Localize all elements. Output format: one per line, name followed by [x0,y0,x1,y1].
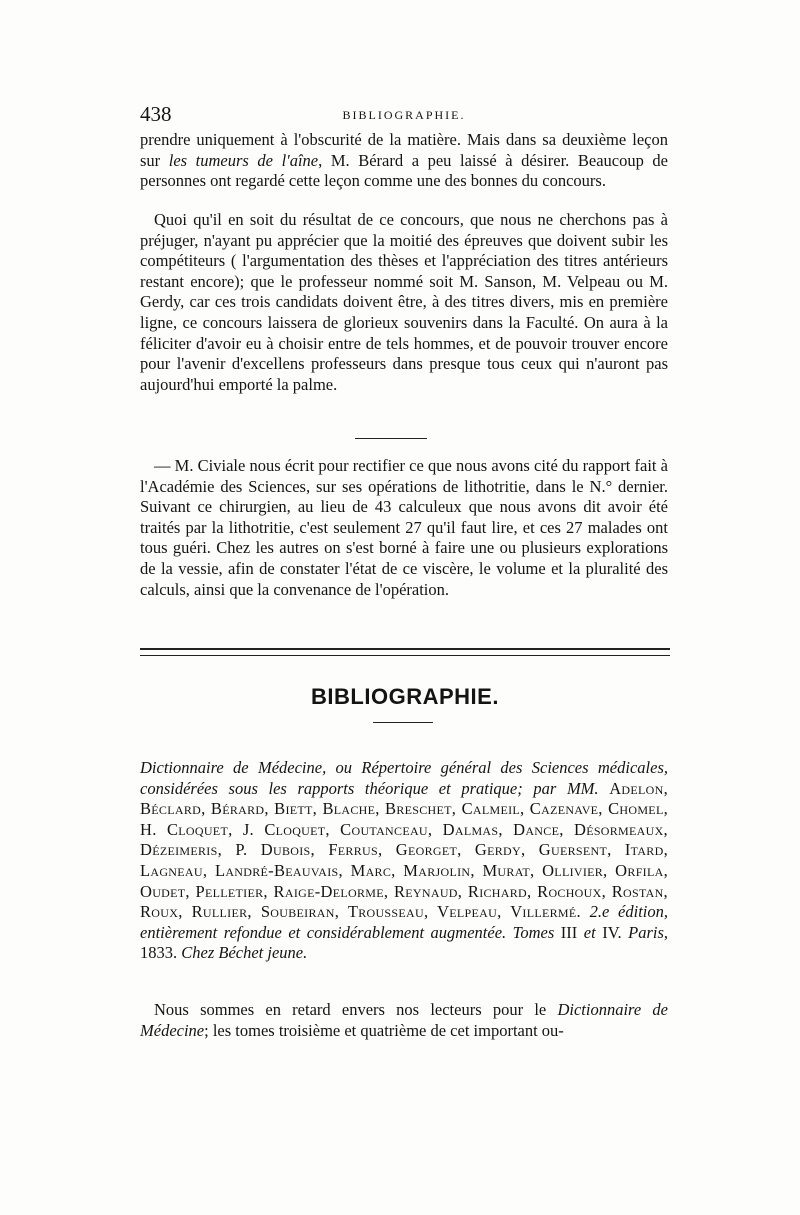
paragraph1-text: prendre uniquement à l'obscurité de la matière. Mais dans sa deuxième leçon sur [140,130,668,170]
entry-publisher: Chez Béchet jeune. [181,943,308,963]
short-divider [355,438,427,439]
paragraph5-end: ; les tomes troisième et quatrième de cet important ou- [204,1020,564,1040]
paragraph-civiale [140,456,668,600]
paragraph-continued [140,130,668,192]
entry-tome-number-2: IV. [595,922,629,942]
double-divider [140,648,670,656]
page-header [140,102,668,128]
paragraph1-end: , M. Bérard a peu laissé à désirer. Beaucoup de personnes ont regardé cette leçon comme une des bonnes du concours. [140,150,669,191]
paragraph5-start: Nous sommes en retard envers nos lecteurs pour le [154,1000,558,1019]
paragraph2-text: Quoi qu'il en soit du résultat de ce concours, que nous ne cherchons pas à préjuger, n'ayant pu apprécier que la moitié des épreuves que doivent subir les compétiteurs ( l'argumentation des thèses et l'appréciation des titres antérieurs restant encore); que le professeur nommé soit M. Sanson, M. Velpeau ou M. Gerdy, car ces trois candidats doivent être, à des titres divers, mis en première ligne, ce concours laissera de glorieux souvenirs dans la Faculté. On aura à la féliciter d'avoir eu à choisir entre de tels hommes, et de pouvoir trouver encore pour l'avenir d'excellens professeurs dans presque tous ceux qui n'auront pas aujourd'hui emporté la palme. [140,210,668,394]
section-title: BIBLIOGRAPHIE. [311,684,499,709]
entry-edition: 2.e édition, entièrement refondue et considérablement augmentée. [140,902,669,942]
entry-authors: Adelon, Béclard, Bérard, Biett, Blache, Breschet, Calmeil, Cazenave, Chomel, H. Cloquet, J. Cloquet, Coutanceau, Dalmas, Dance, Désormeaux, Dézeimeris, P. Dubois, Ferrus, Georget, Gerdy, Guersent, Itard, Lagneau, Landré-Beauvais, Marc, Marjolin, Murat, Ollivier, Orfila, Oudet, Pelletier, Raige-Delorme, Reynaud, Richard, Rochoux, Rostan, Roux, Rullier, Soubeiran, Trousseau, Velpeau, Villermé. [140,778,669,922]
title-underline [373,722,433,723]
running-head: BIBLIOGRAPHIE. [342,108,466,122]
entry-mm: MM. [566,778,599,798]
paragraph-concours [140,210,668,395]
paragraph5-italic: Dictionnaire de Médecine [140,1000,668,1040]
entry-title: Dictionnaire de Médecine, ou Répertoire général des Sciences médicales, considérées sous les rapports théorique et pratique; par [140,758,668,798]
entry-paris: Paris [628,922,664,942]
page-number: 438 [140,102,172,126]
paragraph3-text: — M. Civiale nous écrit pour rectifier ce que nous avons cité du rapport fait à l'Académie des Sciences, sur ses opérations de lithotritie, dans le N.° dernier. Suivant ce chirurgien, au lieu de 43 calculeux que nous avons dit avoir été traités par la lithotritie, c'est seulement 27 qu'il faut lire, et ces 27 malades ont tous guéri. Chez les autres on s'est borné à faire une ou plusieurs explorations de la vessie, afin de constater l'état de ce viscère, le volume et la pluralité des calculs, ainsi que la convenance de l'opération. [140,456,668,599]
entry-tome-number-1: III [554,922,584,942]
entry-tomes-et: et [583,922,596,942]
entry-year: , 1833. [140,922,669,963]
bibliography-entry [140,758,668,964]
paragraph1-italic: les tumeurs de l'aîne [168,150,319,170]
paragraph-review [140,1000,668,1041]
entry-tomes: Tomes [512,922,555,942]
